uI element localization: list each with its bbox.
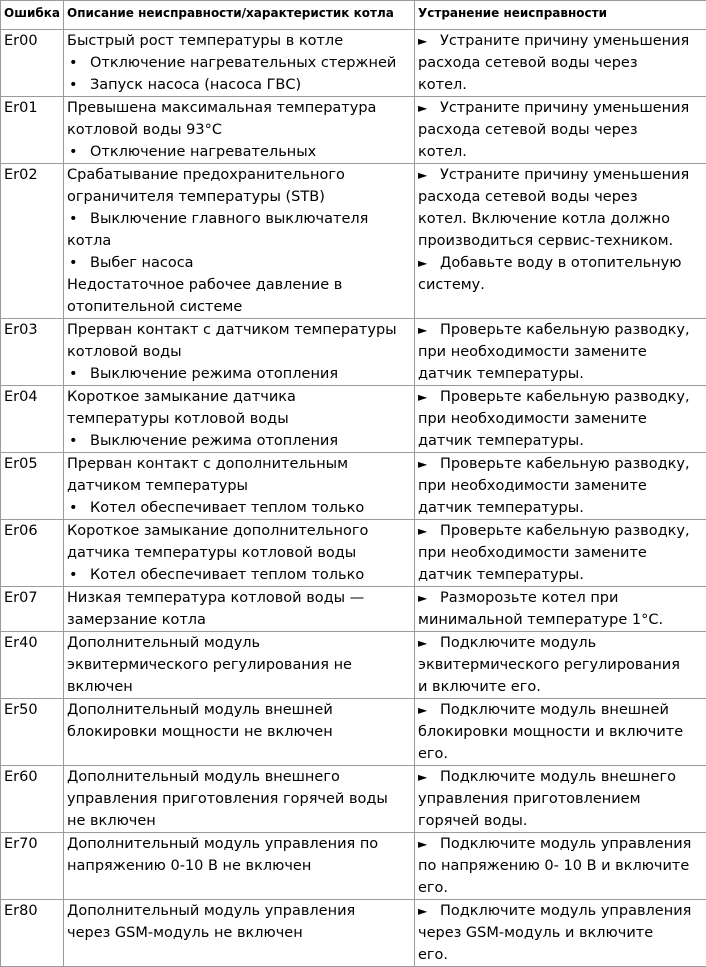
text-line: [418, 542, 704, 564]
error-description: [64, 164, 415, 319]
text-line: [67, 296, 412, 318]
line-text: Быстрый рост температуры в котле: [67, 33, 343, 49]
error-code: Er03: [1, 319, 64, 386]
bullet-icon: •: [67, 430, 90, 452]
table-row: [1, 386, 706, 453]
text-line: [418, 475, 704, 497]
line-text: датчик температуры.: [418, 433, 584, 449]
text-line: [418, 922, 704, 944]
arrow-icon: ►: [418, 164, 440, 186]
text-line: [67, 341, 412, 363]
error-description: [64, 587, 415, 632]
line-text: Дополнительный модуль внешнего: [67, 769, 340, 785]
line-text: при необходимости замените: [418, 344, 647, 360]
line-text: его.: [418, 880, 448, 896]
text-line: [418, 274, 704, 296]
error-code: Er01: [1, 97, 64, 164]
line-text: напряжению 0-10 В не включен: [67, 858, 311, 874]
error-remedy: [415, 164, 706, 319]
bullet-icon: •: [67, 141, 90, 163]
text-line: [418, 564, 704, 586]
text-line: [418, 141, 704, 163]
text-line: [67, 922, 412, 944]
arrow-icon: ►: [418, 453, 440, 475]
arrow-icon: ►: [418, 520, 440, 542]
bullet-line: [67, 497, 412, 519]
error-remedy: [415, 699, 706, 766]
table-row: [1, 632, 706, 699]
text-line: [67, 274, 412, 296]
error-description: [64, 520, 415, 587]
line-text: Дополнительный модуль управления: [67, 903, 355, 919]
text-line: [67, 609, 412, 631]
error-code: Er80: [1, 900, 64, 967]
table-body: [1, 30, 706, 967]
line-text: его.: [418, 947, 448, 963]
table-row: [1, 587, 706, 632]
text-line: [418, 497, 704, 519]
bullet-line: [67, 208, 412, 230]
line-text: Дополнительный модуль внешней: [67, 702, 333, 718]
arrow-icon: ►: [418, 766, 440, 788]
error-code: Er04: [1, 386, 64, 453]
table-row: [1, 97, 706, 164]
error-description: [64, 453, 415, 520]
line-text: Добавьте воду в отопительную: [440, 255, 681, 271]
action-line: [418, 766, 704, 788]
table-row: [1, 900, 706, 967]
text-line: [418, 430, 704, 452]
text-line: [67, 766, 412, 788]
arrow-icon: ►: [418, 900, 440, 922]
error-code: Er70: [1, 833, 64, 900]
bullet-icon: •: [67, 564, 90, 586]
line-text: эквитермического регулирования: [418, 657, 680, 673]
text-line: [418, 74, 704, 96]
text-line: [67, 186, 412, 208]
line-text: котла: [67, 233, 111, 249]
bullet-line: [67, 52, 412, 74]
line-text: Проверьте кабельную разводку,: [440, 322, 690, 338]
line-text: горячей воды.: [418, 813, 527, 829]
line-text: при необходимости замените: [418, 545, 647, 561]
text-line: [67, 810, 412, 832]
error-remedy: [415, 900, 706, 967]
line-text: Котел обеспечивает теплом только: [90, 567, 364, 583]
text-line: [418, 676, 704, 698]
line-text: котловой воды: [67, 344, 182, 360]
line-text: включен: [67, 679, 133, 695]
text-line: [67, 855, 412, 877]
line-text: Низкая температура котловой воды —: [67, 590, 364, 606]
error-remedy: [415, 30, 706, 97]
line-text: Устраните причину уменьшения: [440, 33, 689, 49]
error-remedy: [415, 319, 706, 386]
text-line: [67, 30, 412, 52]
text-line: [418, 721, 704, 743]
line-text: по напряжению 0- 10 В и включите: [418, 858, 689, 874]
table-row: [1, 520, 706, 587]
error-remedy: [415, 833, 706, 900]
text-line: [67, 119, 412, 141]
text-line: [67, 721, 412, 743]
error-description: [64, 900, 415, 967]
line-text: Дополнительный модуль управления по: [67, 836, 378, 852]
table-row: [1, 319, 706, 386]
line-text: котел.: [418, 144, 467, 160]
line-text: при необходимости замените: [418, 478, 647, 494]
line-text: температуры котловой воды: [67, 411, 289, 427]
text-line: [418, 52, 704, 74]
line-text: Прерван контакт с датчиком температуры: [67, 322, 397, 338]
line-text: Дополнительный модуль: [67, 635, 260, 651]
line-text: его.: [418, 746, 448, 762]
error-code: Er07: [1, 587, 64, 632]
text-line: [67, 164, 412, 186]
line-text: датчик температуры.: [418, 366, 584, 382]
text-line: [67, 520, 412, 542]
text-line: [67, 699, 412, 721]
text-line: [67, 542, 412, 564]
line-text: Устраните причину уменьшения: [440, 167, 689, 183]
line-text: Котел обеспечивает теплом только: [90, 500, 364, 516]
line-text: не включен: [67, 813, 156, 829]
text-line: [418, 119, 704, 141]
table-row: [1, 164, 706, 319]
bullet-icon: •: [67, 497, 90, 519]
bullet-line: [67, 252, 412, 274]
action-line: [418, 833, 704, 855]
text-line: [418, 609, 704, 631]
line-text: Выбег насоса: [90, 255, 194, 271]
action-line: [418, 386, 704, 408]
error-description: [64, 833, 415, 900]
text-line: [67, 654, 412, 676]
table-row: [1, 453, 706, 520]
line-text: Срабатывание предохранительного: [67, 167, 345, 183]
line-text: Недостаточное рабочее давление в: [67, 277, 342, 293]
text-line: [67, 587, 412, 609]
line-text: Проверьте кабельную разводку,: [440, 523, 690, 539]
line-text: производиться сервис-техником.: [418, 233, 673, 249]
line-text: котловой воды 93°С: [67, 122, 222, 138]
text-line: [67, 833, 412, 855]
line-text: датчика температуры котловой воды: [67, 545, 356, 561]
line-text: Запуск насоса (насоса ГВС): [90, 77, 301, 93]
line-text: через GSM-модуль и включите: [418, 925, 653, 941]
table-row: [1, 833, 706, 900]
action-line: [418, 632, 704, 654]
line-text: котел. Включение котла должно: [418, 211, 670, 227]
error-description: [64, 699, 415, 766]
error-description: [64, 386, 415, 453]
error-code: Er05: [1, 453, 64, 520]
error-remedy: [415, 632, 706, 699]
text-line: [67, 386, 412, 408]
action-line: [418, 30, 704, 52]
arrow-icon: ►: [418, 319, 440, 341]
text-line: [67, 319, 412, 341]
line-text: Короткое замыкание датчика: [67, 389, 296, 405]
arrow-icon: ►: [418, 699, 440, 721]
action-line: [418, 252, 704, 274]
text-line: [418, 877, 704, 899]
text-line: [67, 676, 412, 698]
table-row: [1, 699, 706, 766]
bullet-line: [67, 74, 412, 96]
error-description: [64, 766, 415, 833]
bullet-icon: •: [67, 252, 90, 274]
error-description: [64, 30, 415, 97]
line-text: Выключение режима отопления: [90, 366, 338, 382]
action-line: [418, 164, 704, 186]
text-line: [418, 341, 704, 363]
line-text: Отключение нагревательных стержней: [90, 55, 396, 71]
text-line: [418, 944, 704, 966]
line-text: через GSM-модуль не включен: [67, 925, 303, 941]
line-text: котел.: [418, 77, 467, 93]
error-code: Er60: [1, 766, 64, 833]
line-text: Превышена максимальная температура: [67, 100, 376, 116]
line-text: расхода сетевой воды через: [418, 122, 638, 138]
error-description: [64, 97, 415, 164]
text-line: [67, 230, 412, 252]
bullet-icon: •: [67, 74, 90, 96]
line-text: при необходимости замените: [418, 411, 647, 427]
line-text: Прерван контакт с дополнительным: [67, 456, 348, 472]
text-line: [418, 408, 704, 430]
line-text: замерзание котла: [67, 612, 206, 628]
text-line: [67, 632, 412, 654]
line-text: Проверьте кабельную разводку,: [440, 456, 690, 472]
line-text: датчик температуры.: [418, 567, 584, 583]
text-line: [67, 788, 412, 810]
action-line: [418, 900, 704, 922]
line-text: управления приготовлением: [418, 791, 641, 807]
line-text: Выключение главного выключателя: [90, 211, 368, 227]
line-text: эквитермического регулирования не: [67, 657, 352, 673]
action-line: [418, 97, 704, 119]
text-line: [418, 743, 704, 765]
table-row: [1, 30, 706, 97]
action-line: [418, 453, 704, 475]
arrow-icon: ►: [418, 632, 440, 654]
line-text: расхода сетевой воды через: [418, 189, 638, 205]
text-line: [67, 97, 412, 119]
bullet-icon: •: [67, 52, 90, 74]
line-text: Подключите модуль внешней: [440, 702, 669, 718]
line-text: блокировки мощности и включите: [418, 724, 683, 740]
error-remedy: [415, 453, 706, 520]
line-text: Отключение нагревательных: [90, 144, 316, 160]
arrow-icon: ►: [418, 833, 440, 855]
text-line: [418, 654, 704, 676]
text-line: [418, 208, 704, 230]
line-text: Короткое замыкание дополнительного: [67, 523, 368, 539]
arrow-icon: ►: [418, 252, 440, 274]
line-text: Подключите модуль управления: [440, 903, 691, 919]
error-code: Er02: [1, 164, 64, 319]
text-line: [67, 453, 412, 475]
error-remedy: [415, 97, 706, 164]
text-line: [418, 186, 704, 208]
line-text: Подключите модуль внешнего: [440, 769, 676, 785]
action-line: [418, 520, 704, 542]
arrow-icon: ►: [418, 30, 440, 52]
action-line: [418, 699, 704, 721]
line-text: датчиком температуры: [67, 478, 248, 494]
arrow-icon: ►: [418, 97, 440, 119]
error-description: [64, 632, 415, 699]
error-remedy: [415, 766, 706, 833]
header-row: [1, 1, 706, 30]
text-line: [67, 408, 412, 430]
line-text: расхода сетевой воды через: [418, 55, 638, 71]
text-line: [418, 855, 704, 877]
bullet-line: [67, 141, 412, 163]
bullet-line: [67, 430, 412, 452]
line-text: Выключение режима отопления: [90, 433, 338, 449]
error-remedy: [415, 587, 706, 632]
table-row: [1, 766, 706, 833]
header-code: Ошибка: [1, 1, 64, 30]
line-text: Подключите модуль управления: [440, 836, 691, 852]
arrow-icon: ►: [418, 587, 440, 609]
error-code: Er40: [1, 632, 64, 699]
error-code: Er06: [1, 520, 64, 587]
line-text: ограничителя температуры (STB): [67, 189, 325, 205]
line-text: Устраните причину уменьшения: [440, 100, 689, 116]
header-remedy: Устранение неисправности: [415, 1, 706, 30]
bullet-icon: •: [67, 363, 90, 385]
line-text: управления приготовления горячей воды: [67, 791, 388, 807]
line-text: и включите его.: [418, 679, 541, 695]
bullet-line: [67, 564, 412, 586]
line-text: Разморозьте котел при: [440, 590, 618, 606]
error-remedy: [415, 520, 706, 587]
arrow-icon: ►: [418, 386, 440, 408]
line-text: Проверьте кабельную разводку,: [440, 389, 690, 405]
action-line: [418, 587, 704, 609]
error-code: Er00: [1, 30, 64, 97]
error-description: [64, 319, 415, 386]
header-description: Описание неисправности/характеристик котла: [64, 1, 415, 30]
line-text: датчик температуры.: [418, 500, 584, 516]
line-text: отопительной системе: [67, 299, 242, 315]
line-text: Подключите модуль: [440, 635, 596, 651]
text-line: [418, 788, 704, 810]
bullet-icon: •: [67, 208, 90, 230]
text-line: [418, 810, 704, 832]
text-line: [67, 475, 412, 497]
line-text: систему.: [418, 277, 485, 293]
line-text: минимальной температуре 1°С.: [418, 612, 663, 628]
text-line: [418, 230, 704, 252]
error-code: Er50: [1, 699, 64, 766]
text-line: [67, 900, 412, 922]
bullet-line: [67, 363, 412, 385]
error-remedy: [415, 386, 706, 453]
text-line: [418, 363, 704, 385]
action-line: [418, 319, 704, 341]
line-text: блокировки мощности не включен: [67, 724, 333, 740]
